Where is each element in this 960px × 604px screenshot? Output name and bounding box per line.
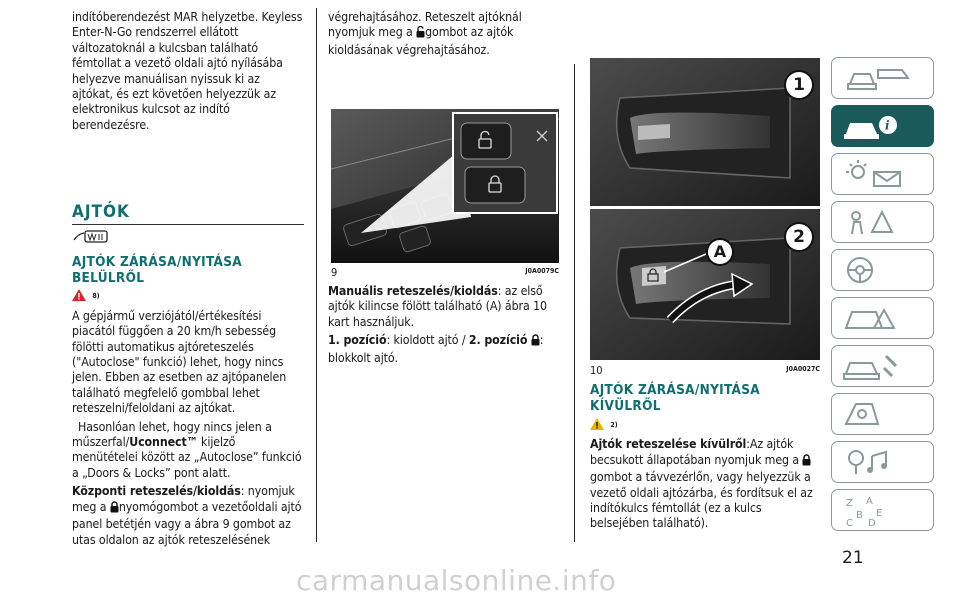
- callout-badge-2: 2: [784, 222, 814, 252]
- column-1-lower: [72, 228, 304, 551]
- lock-open-icon: [416, 26, 425, 42]
- chapter-tab-starting-driving[interactable]: [831, 249, 934, 291]
- column-divider: [316, 8, 317, 542]
- watermark: carmanualsonline.info: [296, 564, 617, 597]
- chapter-tab-lights-messages[interactable]: [831, 153, 934, 195]
- figure-10-door-handle: [590, 58, 820, 360]
- door-icon: [72, 228, 304, 248]
- lock-closed-icon: [110, 501, 119, 517]
- warning-ref: 2): [590, 418, 822, 434]
- chapter-tab-dashboard[interactable]: [831, 57, 934, 99]
- callout-badge-a: A: [706, 238, 734, 266]
- column-3-lower: [590, 382, 822, 535]
- paragraph: indítóberendezést MAR helyzetbe. Keyless Enter-N-Go rendszerrel ellátott változatoknál a kulcsban található fémtollat a vezető oldali ajtó nyílásába helyezve manuálisan nyissuk ki az ajtókat, és ezt követően helyezzük az elektronikus kulcsot az indító berendezésre.: [72, 10, 303, 132]
- lock-closed-icon: [531, 334, 540, 350]
- paragraph: Manuális reteszelés/kioldás: az első ajtók kilincse fölött található (A) ábra 10 kart használjuk.: [328, 284, 547, 329]
- chapter-tab-maintenance[interactable]: [831, 345, 934, 387]
- paragraph: Hasonlóan lehet, hogy nincs jelen a műszerfal/Uconnect™ kijelző menütételei között az „Autoclose” funkció a „Doors & Locks” pont alatt.: [72, 419, 302, 480]
- callout-badge-1: 1: [784, 70, 814, 100]
- paragraph: Központi reteszelés/kioldás: nyomjuk meg a nyomógombot a vezetőoldali ajtó panel betétjén vagy a ábra 9 gombot az utas oldalon az ajtók reteszelésének: [72, 484, 302, 547]
- subheading: AJTÓK ZÁRÁSA/NYITÁSA KÍVÜLRŐL: [590, 382, 760, 414]
- column-2: [328, 10, 560, 61]
- svg-text:Z: Z: [846, 498, 853, 509]
- chapter-tab-multimedia[interactable]: [831, 441, 934, 483]
- chapter-tab-safety[interactable]: [831, 201, 934, 243]
- subheading: AJTÓK ZÁRÁSA/NYITÁSA BELÜLRŐL: [72, 254, 242, 287]
- paragraph: Ajtók reteszelése kívülről:Az ajtók becsukott állapotában nyomjuk meg a gombot a távvezérlőn, vagy helyezzük a vezető oldali ajtózárba, és fordítsuk el az indítókulcs fémtollát (ez a kulcs belsejében található).: [590, 437, 813, 531]
- paragraph: 1. pozíció: kioldott ajtó / 2. pozíció : blokkolt ajtó.: [328, 333, 544, 365]
- figure-10-caption: 10 J0A0027C: [590, 364, 820, 377]
- svg-text:D: D: [868, 518, 876, 529]
- svg-text:B: B: [856, 510, 863, 521]
- column-1: [72, 10, 304, 136]
- paragraph: A gépjármű verziójától/értékesítési piacától függően a 20 km/h sebesség fölötti automatikus ajtóreteszelés ("Autoclose" funkció) lehet, hogy nincs jelen. Ebben az esetben az ajtópanelen található megfelelő gombbal lehet reteszelni/feloldani az ajtókat.: [72, 308, 287, 416]
- chapter-tab-emergency[interactable]: [831, 297, 934, 339]
- warning-icon: [590, 419, 607, 433]
- chapter-tab-technical-data[interactable]: [831, 393, 934, 435]
- figure-9-caption: 9 J0A0079C: [331, 266, 559, 279]
- column-2-lower: [328, 284, 560, 369]
- section-title: AJTÓK: [72, 202, 304, 225]
- svg-text:C: C: [846, 518, 853, 529]
- svg-text:A: A: [866, 496, 873, 507]
- svg-text:E: E: [876, 508, 883, 519]
- lock-closed-icon: [802, 454, 811, 470]
- warning-ref: 8): [72, 289, 304, 305]
- chapter-tab-index[interactable]: [831, 489, 934, 531]
- figure-9-door-lock-buttons: [331, 109, 559, 263]
- chapter-tab-car-info[interactable]: [831, 105, 934, 147]
- warning-icon: [72, 290, 89, 304]
- svg-text:i: i: [885, 118, 890, 133]
- page-number: 21: [842, 548, 864, 568]
- paragraph: végrehajtásához. Reteszelt ajtóknál nyomjuk meg a gombot az ajtók kioldásának végrehajtásához.: [328, 10, 522, 57]
- column-divider: [574, 64, 575, 542]
